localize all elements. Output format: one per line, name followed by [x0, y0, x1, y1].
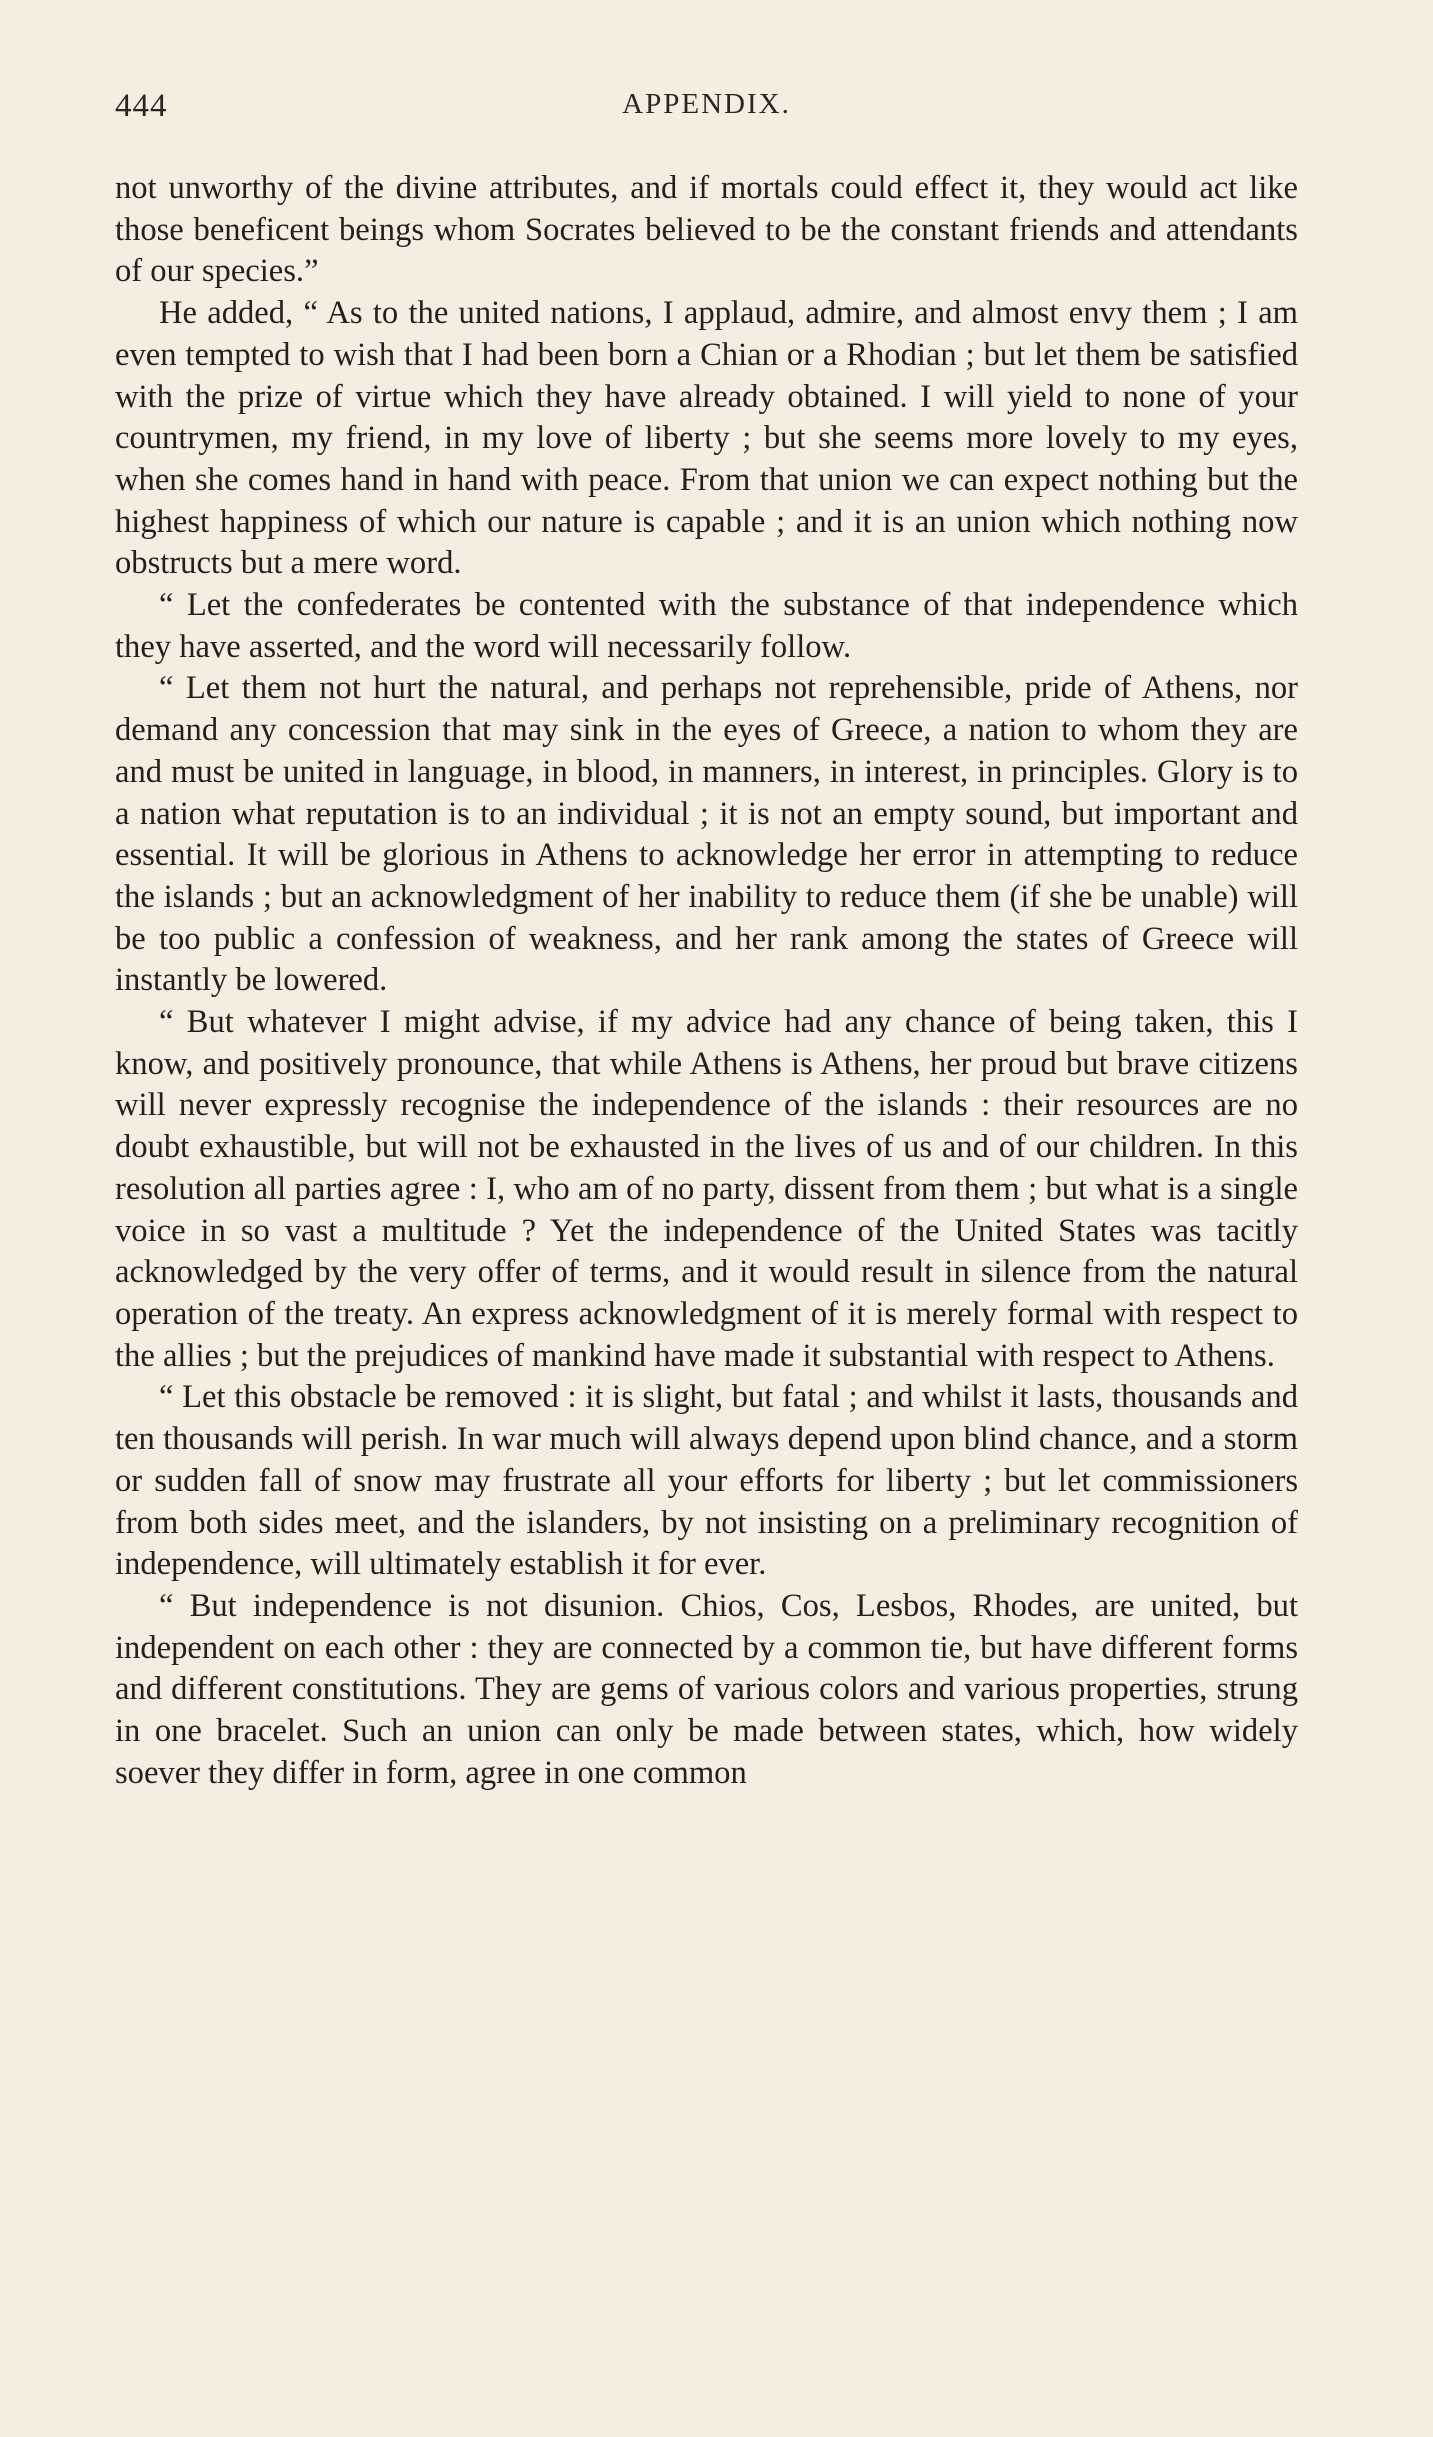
- body-text: [115, 168, 1298, 1794]
- paragraph: “ But independence is not disunion. Chios, Cos, Lesbos, Rhodes, are united, but independent on each other : they are connected by a common tie, but have different forms and different constitutions. They are gems of various colors and various properties, strung in one bracelet. Such an union can only be made between states, which, how widely soever they differ in form, agree in one common: [115, 1587, 1298, 1791]
- paragraph: “ But whatever I might advise, if my advice had any chance of being taken, this I know, and positively pronounce, that while Athens is Athens, her proud but brave citizens will never expressly recognise the independence of the islands : their resources are no doubt exhaustible, but will not be exhausted in the lives of us and of our children. In this resolution all parties agree : I, who am of no party, dissent from them ; but what is a single voice in so vast a multitude ? Yet the independence of the United States was tacitly acknowledged by the very offer of terms, and it would result in silence from the natural operation of the treaty. An express acknowledgment of it is merely formal with respect to the allies ; but the prejudices of mankind have made it substantial with respect to Athens.: [115, 1004, 1298, 1374]
- paragraph-continued: not unworthy of the divine attributes, and if mortals could effect it, they would act like those beneficent beings whom Socrates believed to be the constant friends and attendants of our species.”: [115, 170, 1298, 290]
- paragraph: “ Let this obstacle be removed : it is slight, but fatal ; and whilst it lasts, thousands and ten thousands will perish. In war much will always depend upon blind chance, and a storm or sudden fall of snow may frustrate all your efforts for liberty ; but let commissioners from both sides meet, and the islanders, by not insisting on a preliminary recognition of independence, will ultimately establish it for ever.: [115, 1379, 1298, 1583]
- page-header: [115, 88, 1298, 138]
- paragraph: “ Let the confederates be contented with the substance of that independence which they have asserted, and the word will necessarily follow.: [115, 587, 1298, 665]
- running-head: APPENDIX.: [622, 88, 791, 120]
- page-number: 444: [115, 88, 168, 124]
- paragraph: He added, “ As to the united nations, I applaud, admire, and almost envy them ; I am even tempted to wish that I had been born a Chian or a Rhodian ; but let them be satisfied with the prize of virtue which they have already obtained. I will yield to none of your countrymen, my friend, in my love of liberty ; but she seems more lovely to my eyes, when she comes hand in hand with peace. From that union we can expect nothing but the highest happiness of which our nature is capable ; and it is an union which nothing now obstructs but a mere word.: [115, 295, 1298, 582]
- paragraph: “ Let them not hurt the natural, and perhaps not reprehensible, pride of Athens, nor demand any concession that may sink in the eyes of Greece, a nation to whom they are and must be united in language, in blood, in manners, in interest, in principles. Glory is to a nation what reputation is to an individual ; it is not an empty sound, but important and essential. It will be glorious in Athens to acknowledge her error in attempting to reduce the islands ; but an acknowledgment of her inability to reduce them (if she be unable) will be too public a confession of weakness, and her rank among the states of Greece will instantly be lowered.: [115, 670, 1298, 999]
